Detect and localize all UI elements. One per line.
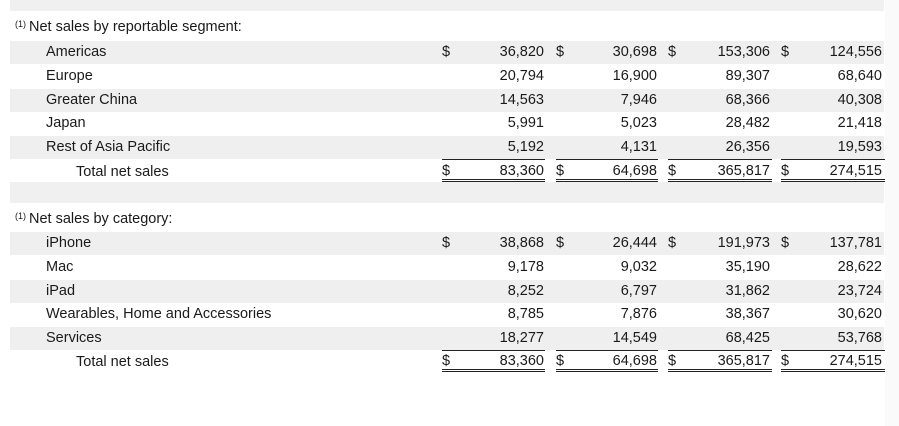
total-cell <box>668 159 772 182</box>
cell-value: 28,482 <box>725 115 770 131</box>
value-cell <box>781 232 885 255</box>
value-cell <box>781 136 885 160</box>
row-label: iPhone <box>46 235 92 251</box>
cell-value: 89,307 <box>725 68 770 84</box>
table-row <box>10 65 884 88</box>
value-cell <box>556 65 658 88</box>
value-cell <box>781 112 885 135</box>
cell-value: 7,876 <box>620 306 657 322</box>
table-row <box>10 136 884 159</box>
total-cell <box>556 349 658 372</box>
row-label: Europe <box>46 68 93 84</box>
total-value: 64,698 <box>612 163 657 179</box>
cell-value: 53,768 <box>837 330 882 346</box>
table-row <box>10 256 884 279</box>
currency-symbol: $ <box>442 163 451 179</box>
currency-symbol: $ <box>668 235 677 251</box>
value-cell <box>781 89 885 112</box>
value-cell <box>781 41 885 64</box>
cell-value: 31,862 <box>725 283 770 299</box>
cell-value: 21,418 <box>837 115 882 131</box>
cell-value: 38,868 <box>499 235 544 251</box>
cell-value: 28,622 <box>837 259 882 275</box>
value-cell <box>556 303 658 326</box>
currency-symbol: $ <box>781 235 790 251</box>
cell-value: 8,785 <box>507 306 544 322</box>
value-cell <box>668 327 772 351</box>
row-label: iPad <box>46 283 76 299</box>
value-cell <box>442 89 545 112</box>
cell-value: 14,549 <box>612 330 657 346</box>
footnote-marker: (1) <box>15 19 26 29</box>
value-cell <box>442 112 545 135</box>
cell-value: 36,820 <box>499 44 544 60</box>
total-cell <box>442 349 545 372</box>
total-value: 83,360 <box>499 163 544 179</box>
cell-value: 18,277 <box>499 330 544 346</box>
cell-value: 7,946 <box>620 92 657 108</box>
currency-symbol: $ <box>668 163 677 179</box>
value-cell <box>442 65 545 88</box>
footnote-marker: (1) <box>15 211 26 221</box>
total-row <box>10 159 884 182</box>
cell-value: 5,192 <box>507 139 544 155</box>
value-cell <box>668 136 772 160</box>
value-cell <box>556 232 658 255</box>
cell-value: 5,023 <box>620 115 657 131</box>
total-cell <box>668 349 772 372</box>
value-cell <box>781 327 885 351</box>
header-band <box>10 0 884 11</box>
total-value: 365,817 <box>717 353 770 369</box>
value-cell <box>668 89 772 112</box>
value-cell <box>556 327 658 351</box>
table-row <box>10 112 884 135</box>
total-value: 365,817 <box>717 163 770 179</box>
cell-value: 68,366 <box>725 92 770 108</box>
currency-symbol: $ <box>442 353 451 369</box>
total-row <box>10 349 884 372</box>
cell-value: 20,794 <box>499 68 544 84</box>
value-cell <box>781 280 885 303</box>
cell-value: 153,306 <box>717 44 770 60</box>
value-cell <box>442 41 545 64</box>
total-value: 274,515 <box>829 163 882 179</box>
cell-value: 26,444 <box>612 235 657 251</box>
value-cell <box>668 280 772 303</box>
cell-value: 6,797 <box>620 283 657 299</box>
category-section-title <box>15 211 172 227</box>
table-row <box>10 303 884 326</box>
table-row <box>10 41 884 64</box>
cell-value: 191,973 <box>717 235 770 251</box>
total-value: 83,360 <box>499 353 544 369</box>
value-cell <box>556 136 658 160</box>
value-cell <box>442 303 545 326</box>
row-label: Americas <box>46 44 107 60</box>
cell-value: 35,190 <box>725 259 770 275</box>
cell-value: 68,640 <box>837 68 882 84</box>
total-label: Total net sales <box>76 164 169 180</box>
segment-title-text: Net sales by reportable segment: <box>29 19 242 35</box>
table-row <box>10 280 884 303</box>
total-cell <box>442 159 545 182</box>
cell-value: 5,991 <box>507 115 544 131</box>
cell-value: 26,356 <box>725 139 770 155</box>
currency-symbol: $ <box>556 235 565 251</box>
value-cell <box>556 280 658 303</box>
cell-value: 16,900 <box>612 68 657 84</box>
cell-value: 4,131 <box>620 139 657 155</box>
value-cell <box>442 327 545 351</box>
row-label: Rest of Asia Pacific <box>46 139 171 155</box>
currency-symbol: $ <box>556 44 565 60</box>
value-cell <box>556 112 658 135</box>
row-label: Services <box>46 330 102 346</box>
value-cell <box>781 303 885 326</box>
cell-value: 19,593 <box>837 139 882 155</box>
value-cell <box>556 41 658 64</box>
currency-symbol: $ <box>442 44 451 60</box>
value-cell <box>668 112 772 135</box>
currency-symbol: $ <box>442 235 451 251</box>
cell-value: 9,032 <box>620 259 657 275</box>
value-cell <box>442 136 545 160</box>
total-label: Total net sales <box>76 354 169 370</box>
total-cell <box>781 159 885 182</box>
row-label: Mac <box>46 259 74 275</box>
currency-symbol: $ <box>556 353 565 369</box>
value-cell <box>781 256 885 279</box>
cell-value: 8,252 <box>507 283 544 299</box>
currency-symbol: $ <box>781 163 790 179</box>
row-label: Wearables, Home and Accessories <box>46 306 272 322</box>
currency-symbol: $ <box>668 353 677 369</box>
cell-value: 30,698 <box>612 44 657 60</box>
cell-value: 14,563 <box>499 92 544 108</box>
segment-section-title <box>15 19 242 35</box>
value-cell <box>556 256 658 279</box>
total-cell <box>781 349 885 372</box>
total-cell <box>556 159 658 182</box>
cell-value: 137,781 <box>829 235 882 251</box>
cell-value: 68,425 <box>725 330 770 346</box>
cell-value: 38,367 <box>725 306 770 322</box>
section-separator-band <box>10 182 884 203</box>
total-value: 64,698 <box>612 353 657 369</box>
value-cell <box>442 256 545 279</box>
table-row <box>10 232 884 255</box>
value-cell <box>442 232 545 255</box>
cell-value: 9,178 <box>507 259 544 275</box>
category-title-text: Net sales by category: <box>29 211 173 227</box>
value-cell <box>781 65 885 88</box>
total-value: 274,515 <box>829 353 882 369</box>
value-cell <box>668 232 772 255</box>
cell-value: 40,308 <box>837 92 882 108</box>
cell-value: 23,724 <box>837 283 882 299</box>
currency-symbol: $ <box>556 163 565 179</box>
table-row <box>10 89 884 112</box>
value-cell <box>668 41 772 64</box>
value-cell <box>668 65 772 88</box>
currency-symbol: $ <box>781 44 790 60</box>
cell-value: 30,620 <box>837 306 882 322</box>
table-row <box>10 327 884 350</box>
value-cell <box>668 256 772 279</box>
value-cell <box>668 303 772 326</box>
value-cell <box>556 89 658 112</box>
currency-symbol: $ <box>668 44 677 60</box>
row-label: Japan <box>46 115 86 131</box>
page-edge <box>885 0 899 426</box>
row-label: Greater China <box>46 92 138 108</box>
cell-value: 124,556 <box>829 44 882 60</box>
currency-symbol: $ <box>781 353 790 369</box>
value-cell <box>442 280 545 303</box>
